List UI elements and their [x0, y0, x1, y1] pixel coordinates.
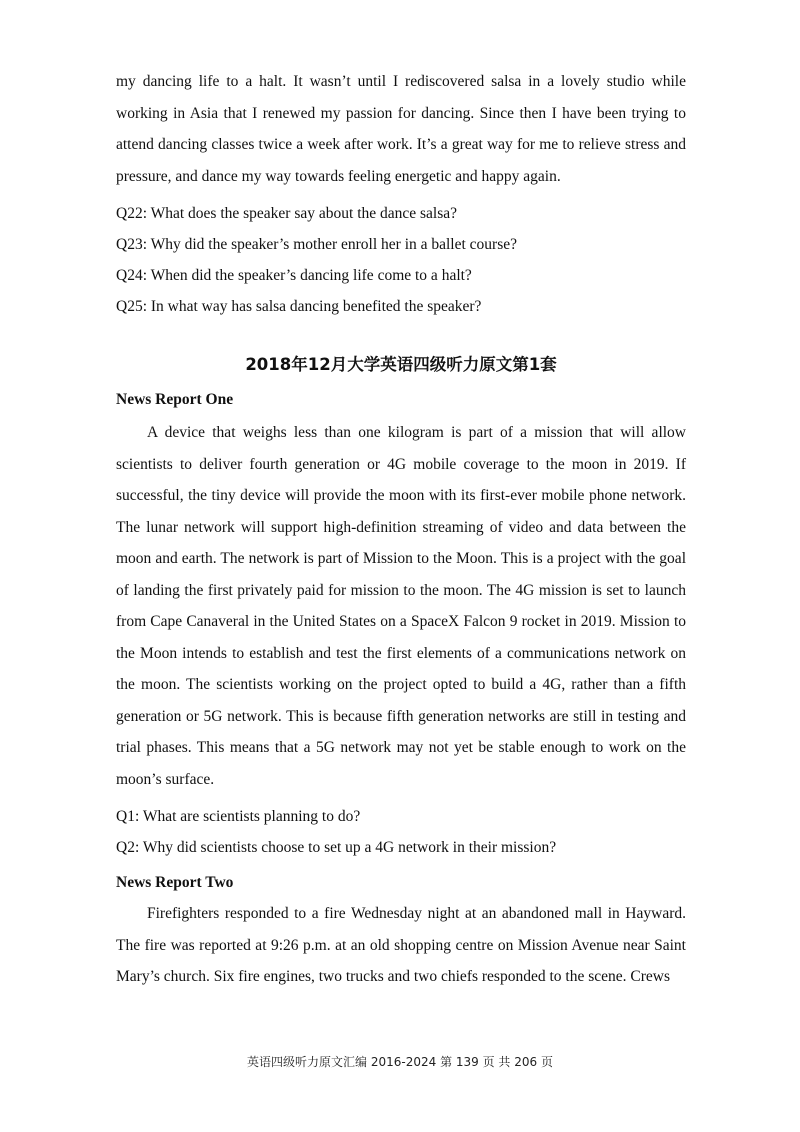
top-paragraph: my dancing life to a halt. It wasn’t until I rediscovered salsa in a lovely studio while working in Asia that I renewed my passion for dancing. Since then I have been trying to attend dancing classes twice a week after work. It’s a great way for me to relieve stress and pressure, and dance my way towards feeling energetic and happy again. [116, 73, 686, 185]
question-list-report-one [116, 807, 686, 858]
question-q22: Q22: What does the speaker say about the dance salsa? [116, 205, 458, 222]
news-report-one-paragraph: A device that weighs less than one kilogram is part of a mission that will allow scientists to deliver fourth generation or 4G mobile coverage to the moon in 2019. If successful, the tiny device will provide the moon with its first-ever mobile phone network. The lunar network will support high-definition streaming of video and data between the moon and earth. The network is part of Mission to the Moon. This is a project with the goal of landing the first privately paid for mission to the moon. The 4G mission is set to launch from Cape Canaveral in the United States on a SpaceX Falcon 9 rocket in 2019. Mission to the Moon intends to establish and test the first elements of a communications network on the moon. The scientists working on the project opted to build a 4G, rather than a fifth generation or 5G network. This is because fifth generation networks are still in testing and trial phases. This means that a 5G network may not yet be stable enough to work on the moon’s surface. [116, 424, 686, 788]
page-footer: 英语四级听力原文汇编 2016-2024 第 139 页 共 206 页 [247, 1055, 553, 1069]
question-q25: Q25: In what way has salsa dancing benefited the speaker? [116, 298, 482, 315]
question-q1: Q1: What are scientists planning to do? [116, 808, 361, 825]
news-report-two-paragraph: Firefighters responded to a fire Wednesday night at an abandoned mall in Hayward. The fire was reported at 9:26 p.m. at an old shopping centre on Mission Avenue near Saint Mary’s church. Six fire engines, two trucks and two chiefs responded to the scene. Crews [116, 905, 686, 985]
question-q23: Q23: Why did the speaker’s mother enroll her in a ballet course? [116, 236, 518, 253]
section-title: 2018年12月大学英语四级听力原文第1套 [245, 355, 557, 374]
document-page [116, 66, 686, 993]
news-report-two-heading: News Report Two [116, 874, 234, 891]
question-q2: Q2: Why did scientists choose to set up a 4G network in their mission? [116, 839, 557, 856]
news-report-one-heading: News Report One [116, 391, 234, 408]
question-list-top [116, 204, 686, 317]
question-q24: Q24: When did the speaker’s dancing life come to a halt? [116, 267, 472, 284]
